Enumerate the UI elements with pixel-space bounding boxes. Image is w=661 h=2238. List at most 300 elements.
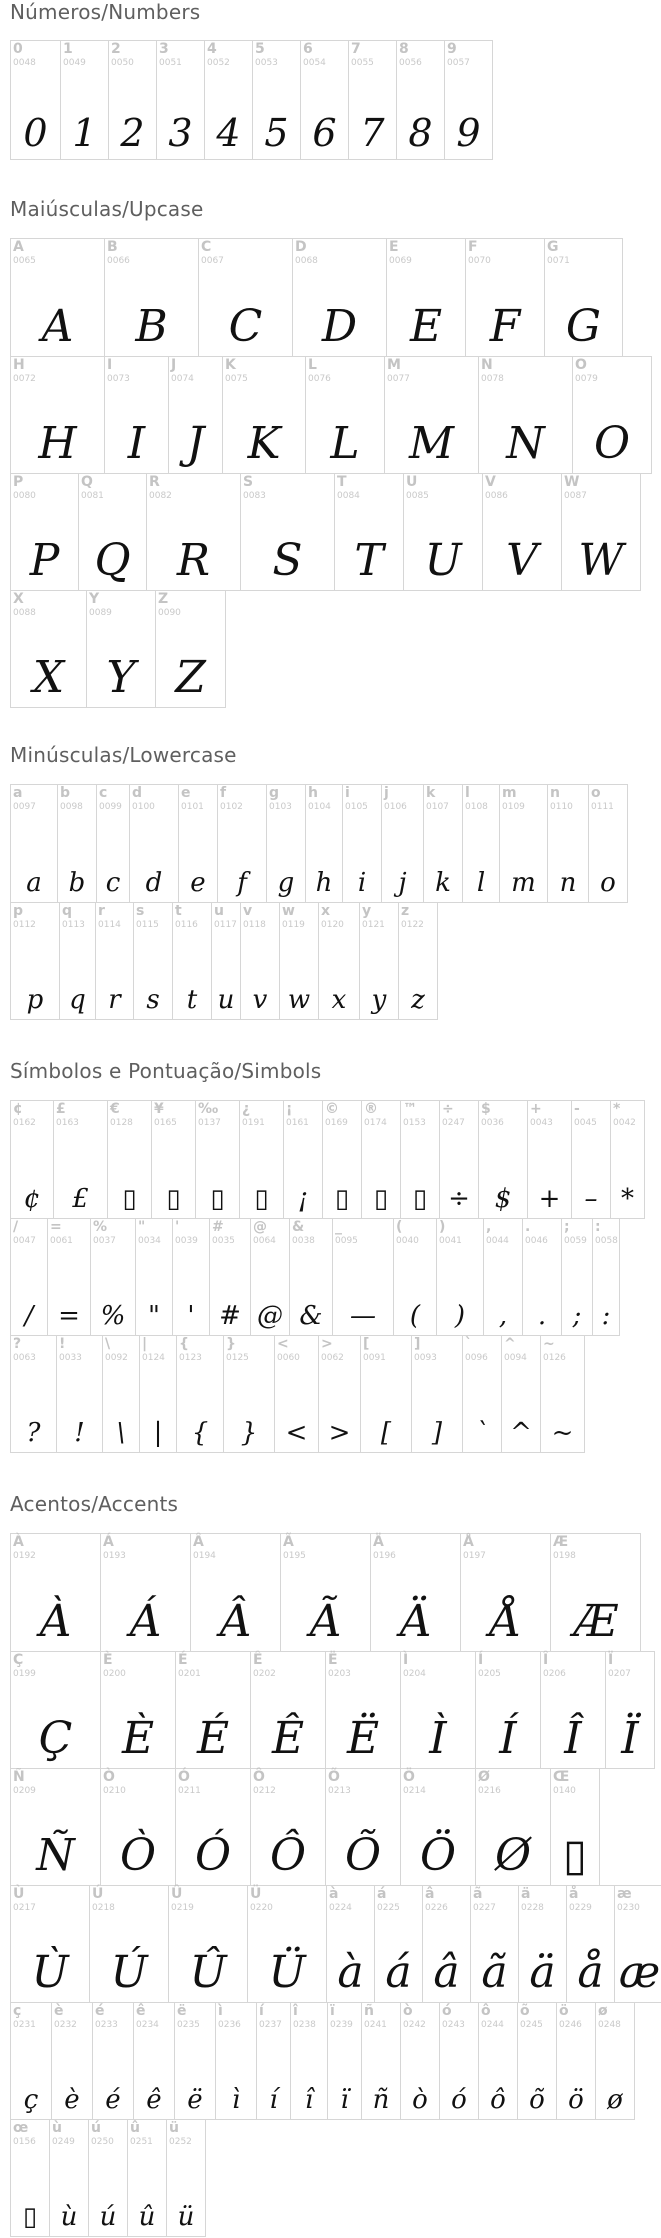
glyph-sample: Ç: [38, 1713, 73, 1764]
glyph-cell: [10, 238, 105, 357]
glyph-cell: [326, 1885, 375, 2003]
char-label: ù: [52, 2120, 62, 2136]
glyph-cell: [465, 238, 545, 357]
char-label: (: [396, 1219, 403, 1235]
glyph-cell: [361, 2002, 401, 2120]
char-code: 0220: [250, 1903, 273, 1913]
glyph-cell: [135, 1218, 173, 1336]
glyph-sample: Ì: [429, 1713, 447, 1764]
char-code: 0242: [403, 2020, 426, 2030]
char-code: 0228: [521, 1903, 544, 1913]
char-label: x: [321, 903, 331, 919]
char-label: ä: [521, 1886, 531, 1902]
glyph-cell: [550, 1768, 600, 1886]
glyph-sample: q: [69, 985, 86, 1015]
glyph-sample: Ô: [269, 1830, 307, 1881]
char-label: [: [363, 1336, 370, 1352]
char-code: 0102: [220, 802, 243, 812]
char-label: ¥: [154, 1101, 164, 1117]
glyph-cell: [49, 2119, 89, 2237]
section-title: Maiúsculas/Upcase: [10, 197, 204, 221]
glyph-sample: ó: [451, 2085, 467, 2115]
char-code: 0062: [321, 1353, 344, 1363]
glyph-cell: [90, 1218, 136, 1336]
char-code: 0073: [107, 374, 130, 384]
char-label: ë: [177, 2003, 187, 2019]
char-label: 8: [399, 41, 409, 57]
glyph-cell: [240, 473, 335, 591]
char-label: j: [384, 785, 389, 801]
char-label: Æ: [553, 1534, 569, 1550]
char-label: _: [335, 1219, 342, 1235]
glyph-cell: [107, 1100, 152, 1219]
char-label: Â: [193, 1534, 204, 1550]
char-code: 0070: [468, 256, 491, 266]
char-code: 0241: [364, 2020, 387, 2030]
char-code: 0115: [136, 920, 159, 930]
char-label: Ñ: [13, 1769, 25, 1785]
char-code: 0244: [481, 2020, 504, 2030]
char-label: Ø: [478, 1769, 490, 1785]
char-code: 0074: [171, 374, 194, 384]
glyph-sample: V: [506, 535, 538, 586]
char-label: Î: [543, 1652, 549, 1668]
char-code: 0216: [478, 1786, 501, 1796]
char-label: #: [212, 1219, 224, 1235]
glyph-sample: ▯: [210, 1184, 225, 1214]
glyph-sample: ú: [99, 2202, 117, 2232]
glyph-sample: ▯: [22, 2202, 38, 2232]
char-code: 0117: [214, 920, 237, 930]
char-label: {: [179, 1336, 189, 1352]
char-label: K: [225, 357, 236, 373]
glyph-cell: [10, 40, 61, 160]
char-label: Ü: [250, 1886, 262, 1902]
char-code: 0093: [414, 1353, 437, 1363]
glyph-sample: ü: [177, 2202, 195, 2232]
char-label: H: [13, 357, 25, 373]
glyph-cell: [100, 1768, 176, 1886]
glyph-cell: [290, 2002, 328, 2120]
char-code: 0209: [13, 1786, 36, 1796]
glyph-sample: õ: [529, 2085, 545, 2115]
char-label: h: [308, 785, 318, 801]
glyph-cell: [195, 1100, 240, 1219]
char-code: 0094: [504, 1353, 527, 1363]
glyph-sample: R: [176, 535, 211, 586]
char-code: 0225: [377, 1903, 400, 1913]
glyph-sample: Á: [129, 1596, 162, 1647]
glyph-cell: [439, 2002, 479, 2120]
glyph-sample: ñ: [372, 2085, 390, 2115]
glyph-cell: [566, 1885, 615, 2003]
char-label: Õ: [328, 1769, 340, 1785]
glyph-sample: ç: [23, 2085, 39, 2115]
char-code: 0248: [598, 2020, 621, 2030]
section-title: Minúsculas/Lowercase: [10, 743, 237, 767]
char-label: L: [308, 357, 317, 373]
glyph-row: [10, 1651, 661, 1768]
char-code: 0229: [569, 1903, 592, 1913]
char-label: è: [54, 2003, 64, 2019]
char-label: n: [550, 785, 560, 801]
char-code: 0114: [98, 920, 121, 930]
char-label: ç: [13, 2003, 22, 2019]
glyph-cell: [78, 473, 147, 591]
glyph-cell: [370, 1533, 461, 1652]
char-code: 0201: [178, 1669, 201, 1679]
glyph-cell: [215, 2002, 257, 2120]
char-label: y: [362, 903, 372, 919]
glyph-row: [10, 1885, 661, 2002]
char-code: 0105: [345, 802, 368, 812]
char-code: 0233: [95, 2020, 118, 2030]
char-code: 0218: [92, 1903, 115, 1913]
char-code: 0198: [553, 1551, 576, 1561]
char-code: 0192: [13, 1551, 36, 1561]
glyph-cell: [175, 1651, 251, 1769]
char-label: p: [13, 903, 24, 919]
glyph-sample: È: [121, 1713, 155, 1764]
char-code: 0034: [138, 1236, 161, 1246]
glyph-cell: [517, 2002, 557, 2120]
glyph-sample: ▯: [373, 1184, 389, 1214]
char-code: 0122: [401, 920, 424, 930]
glyph-sample: s: [146, 985, 160, 1015]
char-label: .: [525, 1219, 531, 1235]
char-label: ): [439, 1219, 446, 1235]
char-code: 0101: [181, 802, 204, 812]
char-code: 0053: [255, 58, 278, 68]
glyph-sample: Û: [189, 1947, 227, 1998]
glyph-sample: :: [601, 1301, 611, 1331]
glyph-sample: C: [228, 301, 263, 352]
char-code: 0121: [362, 920, 385, 930]
glyph-sample: Ñ: [36, 1830, 75, 1881]
glyph-sample: ▯: [562, 1830, 588, 1881]
glyph-sample: á: [385, 1947, 412, 1998]
glyph-sample: Ü: [268, 1947, 306, 1998]
char-code: 0232: [54, 2020, 77, 2030]
glyph-row: [10, 1335, 644, 1452]
glyph-sample: {: [191, 1418, 209, 1448]
glyph-cell: [403, 473, 483, 591]
glyph-cell: [475, 1651, 541, 1769]
glyph-cell: [89, 1885, 169, 2003]
glyph-row: [10, 1768, 661, 1885]
glyph-cell: [10, 1218, 48, 1336]
glyph-sample: K: [247, 418, 281, 469]
char-label: Ä: [373, 1534, 384, 1550]
char-code: 0226: [425, 1903, 448, 1913]
glyph-sample: é: [105, 2085, 121, 2115]
char-label: Ì: [403, 1652, 409, 1668]
char-label: T: [337, 474, 347, 490]
char-label: Ë: [328, 1652, 338, 1668]
char-label: %: [93, 1219, 108, 1235]
glyph-cell: [540, 1651, 606, 1769]
glyph-cell: [172, 902, 212, 1020]
glyph-sample: +: [538, 1184, 561, 1214]
glyph-cell: [240, 902, 280, 1020]
glyph-sample: O: [593, 418, 631, 469]
glyph-sample: Ò: [119, 1830, 157, 1881]
char-label: |: [142, 1336, 148, 1352]
char-code: 0126: [543, 1353, 566, 1363]
char-code: 0125: [226, 1353, 249, 1363]
glyph-row: [10, 784, 627, 902]
char-code: 0237: [259, 2020, 282, 2030]
char-code: 0249: [52, 2137, 75, 2147]
glyph-row: [10, 473, 651, 590]
glyph-row: [10, 356, 651, 473]
glyph-cell: [462, 1335, 502, 1453]
glyph-cell: [518, 1885, 567, 2003]
glyph-sample: F: [489, 301, 521, 352]
glyph-sample: @: [257, 1301, 283, 1331]
glyph-cell: [256, 2002, 291, 2120]
glyph-cell: [342, 784, 382, 903]
char-label: t: [175, 903, 182, 919]
glyph-sample: ~: [551, 1418, 574, 1448]
section-title: Números/Numbers: [10, 0, 201, 24]
char-code: 0230: [617, 1903, 640, 1913]
glyph-sample: ê: [146, 2085, 162, 2115]
glyph-sample: M: [408, 418, 455, 469]
glyph-sample: É: [196, 1713, 230, 1764]
glyph-sample: r: [108, 985, 121, 1015]
char-label: 2: [111, 41, 121, 57]
char-code: 0051: [159, 58, 182, 68]
glyph-sample: .: [537, 1301, 547, 1331]
char-code: 0058: [595, 1236, 618, 1246]
char-label: r: [98, 903, 105, 919]
glyph-sample: o: [600, 868, 616, 898]
char-code: 0107: [426, 802, 449, 812]
glyph-sample: *: [621, 1184, 634, 1214]
char-label: Ã: [283, 1534, 294, 1550]
char-label: ®: [364, 1101, 378, 1117]
char-label: ú: [91, 2120, 101, 2136]
glyph-cell: [59, 902, 96, 1020]
glyph-cell: [155, 590, 226, 708]
glyph-sample: G: [565, 301, 602, 352]
char-code: 0106: [384, 802, 407, 812]
glyph-cell: [174, 2002, 216, 2120]
char-code: 0065: [13, 256, 36, 266]
glyph-sample: 0: [23, 111, 48, 155]
glyph-cell: [217, 784, 267, 903]
char-label: Q: [81, 474, 93, 490]
glyph-sample: X: [32, 652, 65, 703]
char-label: M: [387, 357, 401, 373]
glyph-sample: ▯: [122, 1184, 137, 1214]
char-code: 0195: [283, 1551, 306, 1561]
char-label: ñ: [364, 2003, 374, 2019]
glyph-cell: [439, 1100, 479, 1219]
char-label: g: [269, 785, 280, 801]
char-label: D: [295, 239, 307, 255]
glyph-sample: À: [39, 1596, 72, 1647]
char-label: z: [401, 903, 410, 919]
char-code: 0088: [13, 608, 36, 618]
glyph-sample: g: [277, 868, 295, 898]
char-code: 0041: [439, 1236, 462, 1246]
glyph-cell: [332, 1218, 394, 1336]
glyph-sample: å: [577, 1947, 604, 1998]
char-code: 0052: [207, 58, 230, 68]
glyph-cell: [422, 1885, 471, 2003]
glyph-sample: à: [337, 1947, 364, 1998]
char-label: G: [547, 239, 559, 255]
glyph-cell: [592, 1218, 620, 1336]
glyph-cell: [247, 1885, 327, 2003]
char-label: s: [136, 903, 145, 919]
char-code: 0217: [13, 1903, 36, 1913]
char-code: 0097: [13, 802, 36, 812]
glyph-cell: [325, 1651, 401, 1769]
char-code: 0156: [13, 2137, 36, 2147]
char-code: 0068: [295, 256, 318, 266]
glyph-sample: B: [135, 301, 168, 352]
char-label: +: [530, 1101, 542, 1117]
glyph-row: [10, 2002, 661, 2119]
char-label: l: [465, 785, 470, 801]
glyph-sample: z: [411, 985, 425, 1015]
glyph-sample: Õ: [344, 1830, 382, 1881]
char-code: 0049: [63, 58, 86, 68]
char-label: Ú: [92, 1886, 104, 1902]
char-code: 0061: [50, 1236, 73, 1246]
char-code: 0120: [321, 920, 344, 930]
char-label: ã: [473, 1886, 483, 1902]
char-label: J: [171, 357, 177, 373]
glyph-sample: 3: [168, 111, 193, 155]
char-code: 0203: [328, 1669, 351, 1679]
char-code: 0057: [447, 58, 470, 68]
char-code: 0113: [62, 920, 85, 930]
glyph-sample: h: [315, 868, 333, 898]
char-code: 0205: [478, 1669, 501, 1679]
glyph-sample: 4: [216, 111, 241, 155]
glyph-sample: í: [269, 2085, 278, 2115]
char-label: E: [389, 239, 399, 255]
glyph-sample: ]: [431, 1418, 443, 1448]
glyph-cell: [327, 2002, 362, 2120]
char-code: 0140: [553, 1786, 576, 1796]
char-label: X: [13, 591, 24, 607]
glyph-grid: [10, 1100, 644, 1452]
char-code: 0165: [154, 1118, 177, 1128]
char-code: 0128: [110, 1118, 133, 1128]
glyph-cell: [102, 1335, 140, 1453]
glyph-cell: [53, 1100, 108, 1219]
char-label: ,: [486, 1219, 492, 1235]
char-label: ': [175, 1219, 180, 1235]
char-label: ì: [218, 2003, 223, 2019]
glyph-sample: –: [584, 1184, 598, 1214]
glyph-sample: Ê: [271, 1713, 305, 1764]
glyph-sample: Z: [175, 652, 206, 703]
char-code: 0169: [325, 1118, 348, 1128]
char-code: 0250: [91, 2137, 114, 2147]
glyph-sample: æ: [618, 1947, 661, 1998]
glyph-row: [10, 590, 651, 707]
glyph-cell: [605, 1651, 655, 1769]
glyph-grid: [10, 40, 492, 159]
glyph-sample: %: [100, 1301, 126, 1331]
char-label: 1: [63, 41, 73, 57]
glyph-cell: [198, 238, 293, 357]
glyph-cell: [175, 1768, 251, 1886]
char-label: Ù: [13, 1886, 25, 1902]
char-label: !: [59, 1336, 66, 1352]
char-code: 0123: [179, 1353, 202, 1363]
char-code: 0042: [613, 1118, 636, 1128]
glyph-cell: [501, 1335, 541, 1453]
char-code: 0064: [253, 1236, 276, 1246]
char-label: <: [277, 1336, 289, 1352]
char-label: Ï: [608, 1652, 614, 1668]
glyph-sample: û: [138, 2202, 156, 2232]
glyph-sample: E: [409, 301, 443, 352]
glyph-sample: ì: [231, 2085, 241, 2115]
glyph-cell: [108, 40, 157, 160]
char-label: â: [425, 1886, 435, 1902]
char-code: 0076: [308, 374, 331, 384]
char-code: 0056: [399, 58, 422, 68]
glyph-cell: [478, 1100, 528, 1219]
char-code: 0207: [608, 1669, 631, 1679]
char-code: 0137: [198, 1118, 221, 1128]
char-code: 0033: [59, 1353, 82, 1363]
char-label: 3: [159, 41, 169, 57]
glyph-row: [10, 1218, 644, 1335]
char-label: d: [132, 785, 143, 801]
glyph-cell: [561, 473, 641, 591]
glyph-cell: [10, 356, 105, 474]
char-label: £: [56, 1101, 66, 1117]
glyph-sample: —: [350, 1301, 376, 1331]
char-code: 0110: [550, 802, 573, 812]
char-label: A: [13, 239, 24, 255]
char-label: S: [243, 474, 254, 490]
char-code: 0234: [136, 2020, 159, 2030]
char-label: î: [293, 2003, 298, 2019]
glyph-cell: [239, 1100, 284, 1219]
char-code: 0092: [105, 1353, 128, 1363]
glyph-cell: [266, 784, 306, 903]
glyph-sample: â: [433, 1947, 460, 1998]
char-code: 0082: [149, 491, 172, 501]
glyph-cell: [92, 2002, 134, 2120]
char-code: 0212: [253, 1786, 276, 1796]
glyph-sample: |: [153, 1418, 163, 1448]
char-code: 0252: [169, 2137, 192, 2147]
glyph-row: [10, 902, 627, 1019]
glyph-sample: c: [105, 868, 121, 898]
glyph-cell: [252, 40, 301, 160]
glyph-sample: ò: [412, 2085, 428, 2115]
glyph-cell: [172, 1218, 210, 1336]
char-code: 0046: [525, 1236, 548, 1246]
glyph-cell: [360, 1335, 412, 1453]
glyph-cell: [156, 40, 205, 160]
char-label: Á: [103, 1534, 114, 1550]
char-code: 0054: [303, 58, 326, 68]
char-code: 0116: [175, 920, 198, 930]
glyph-sample: d: [145, 868, 163, 898]
